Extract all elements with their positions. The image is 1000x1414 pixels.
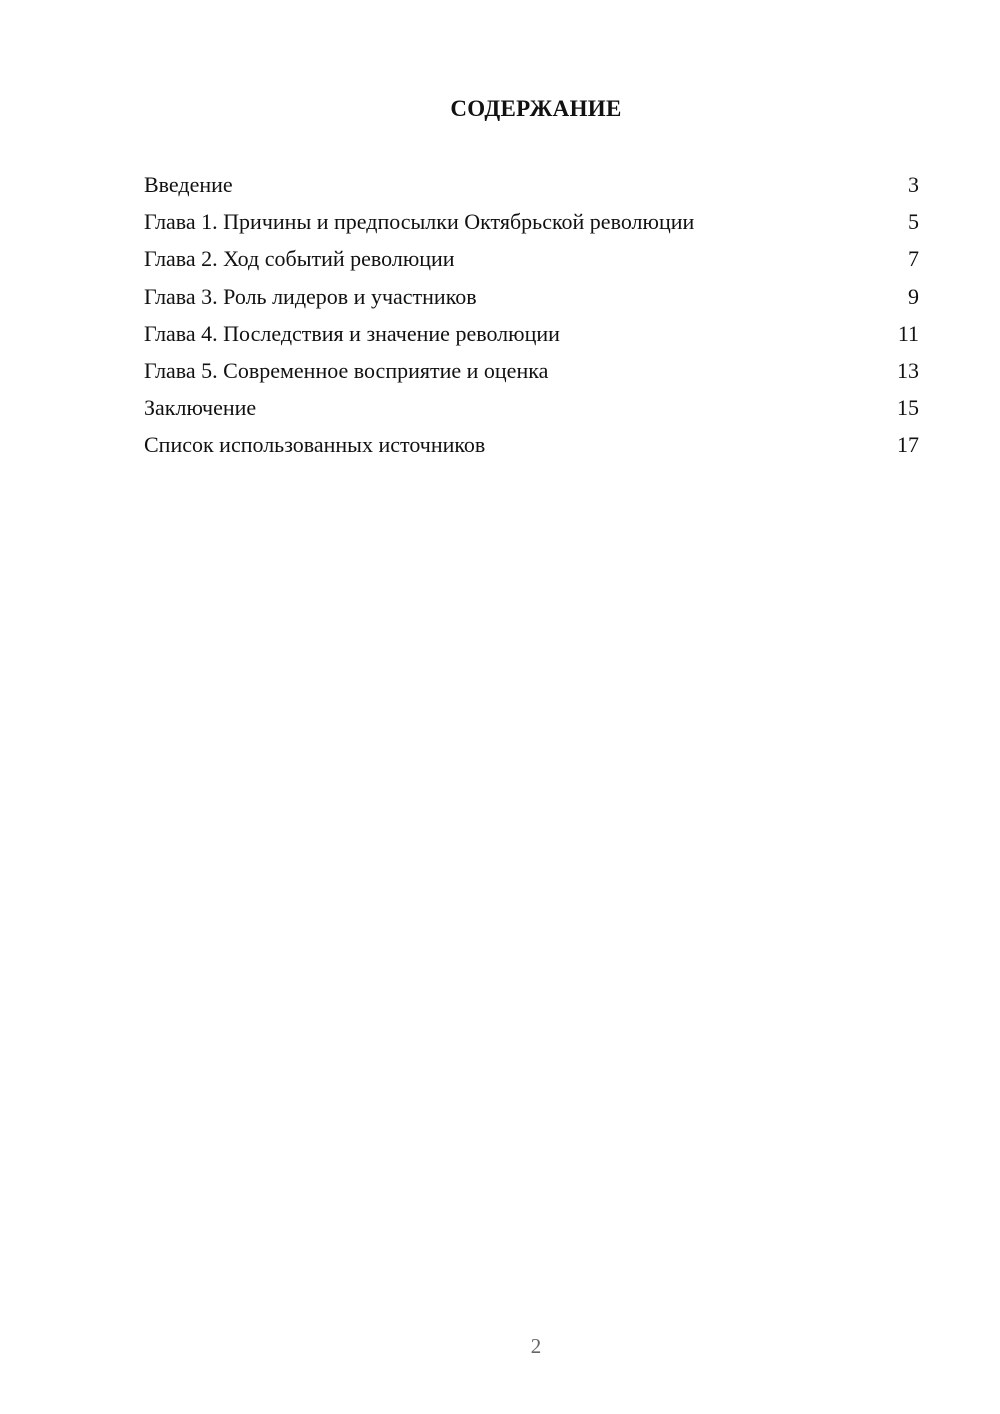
toc-entry-chapter-2[interactable]	[144, 242, 919, 279]
toc-entry-label: Глава 5. Современное восприятие и оценка	[144, 357, 549, 383]
toc-entry-page: 11	[897, 320, 919, 346]
toc-entry-chapter-3[interactable]	[144, 280, 919, 317]
table-of-contents	[144, 168, 919, 466]
page-title: СОДЕРЖАНИЕ	[450, 96, 622, 121]
page-number: 2	[530, 1334, 542, 1358]
toc-entry-page: 5	[908, 209, 919, 235]
toc-entry-page: 15	[897, 395, 919, 421]
toc-entry-page: 17	[897, 432, 919, 458]
toc-entry-label: Глава 4. Последствия и значение революции	[144, 320, 560, 346]
toc-entry-page: 7	[908, 246, 919, 272]
toc-entry-label: Введение	[144, 172, 233, 197]
toc-entry-label: Список использованных источников	[144, 432, 486, 458]
toc-entry-label: Глава 1. Причины и предпосылки Октябрьской революции	[144, 209, 695, 235]
toc-entry-page: 3	[908, 172, 919, 197]
toc-entry-label: Глава 3. Роль лидеров и участников	[144, 283, 477, 309]
toc-entry-page: 9	[908, 283, 919, 309]
toc-entry-references[interactable]	[144, 428, 919, 465]
toc-entry-label: Глава 2. Ход событий революции	[144, 246, 455, 272]
toc-entry-chapter-4[interactable]	[144, 317, 919, 354]
toc-entry-introduction[interactable]	[144, 168, 919, 205]
toc-entry-chapter-1[interactable]	[144, 205, 919, 242]
toc-entry-conclusion[interactable]	[144, 391, 919, 428]
toc-entry-page: 13	[897, 357, 919, 383]
toc-entry-label: Заключение	[144, 395, 257, 421]
toc-entry-chapter-5[interactable]	[144, 354, 919, 391]
